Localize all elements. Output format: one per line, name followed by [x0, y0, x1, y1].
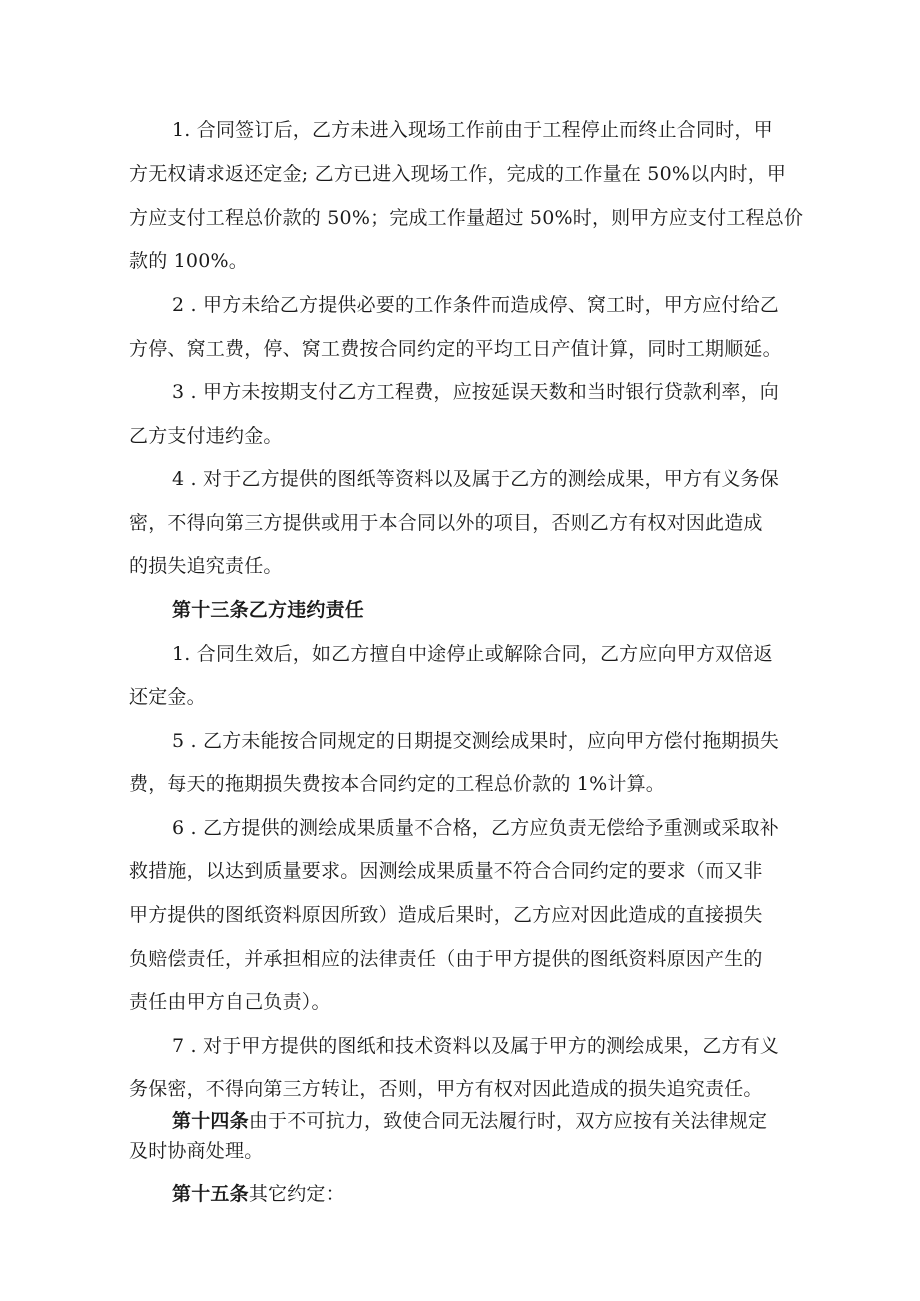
- paragraph-6-line-1: 5 . 乙方未能按合同规定的日期提交测绘成果时，应向甲方偿付拖期损失: [172, 730, 780, 752]
- paragraph-7-line-4: 负赔偿责任，并承担相应的法律责任（由于甲方提供的图纸资料原因产生的: [129, 948, 763, 970]
- paragraph-2-line-2: 方停、窝工费，停、窝工费按合同约定的平均工日产值计算，同时工期顺延。: [129, 338, 782, 360]
- paragraph-4-line-3: 的损失追究责任。: [129, 555, 283, 577]
- paragraph-7-line-1: 6 . 乙方提供的测绘成果质量不合格，乙方应负责无偿给予重测或采取补: [172, 817, 780, 839]
- paragraph-2-line-1: 2 . 甲方未给乙方提供必要的工作条件而造成停、窝工时，甲方应付给乙: [172, 294, 780, 316]
- paragraph-7-line-5: 责任由甲方自己负责）。: [129, 991, 331, 1013]
- article-15-text: 其它约定：: [248, 1183, 345, 1205]
- paragraph-4-line-1: 4 . 对于乙方提供的图纸等资料以及属于乙方的测绘成果，甲方有义务保: [172, 468, 780, 490]
- article-14-text: 由于不可抗力，致使合同无法履行时，双方应按有关法律规定: [248, 1110, 768, 1132]
- paragraph-1-line-4: 款的 100%。: [129, 250, 248, 272]
- paragraph-3-line-2: 乙方支付违约金。: [129, 425, 283, 447]
- article-15-line: [172, 1182, 345, 1206]
- paragraph-5-line-1: 1. 合同生效后，如乙方擅自中途停止或解除合同，乙方应向甲方双倍返: [172, 643, 773, 665]
- paragraph-7-line-2: 救措施，以达到质量要求。因测绘成果质量不符合合同约定的要求（而又非: [129, 860, 763, 882]
- paragraph-1-line-2: 方无权请求返还定金; 乙方已进入现场工作，完成的工作量在 50%以内时，甲: [129, 163, 787, 185]
- article-14-label: 第十四条: [172, 1110, 249, 1132]
- paragraph-3-line-1: 3 . 甲方未按期支付乙方工程费，应按延误天数和当时银行贷款利率，向: [172, 381, 780, 403]
- paragraph-1-line-1: 1. 合同签订后，乙方未进入现场工作前由于工程停止而终止合同时，甲: [172, 119, 773, 141]
- paragraph-5-line-2: 还定金。: [129, 686, 206, 708]
- article-13-heading: 第十三条乙方违约责任: [172, 599, 365, 621]
- paragraph-8-line-1: 7 . 对于甲方提供的图纸和技术资料以及属于甲方的测绘成果，乙方有义: [172, 1035, 780, 1057]
- article-14-line-2: 及时协商处理。: [129, 1140, 264, 1162]
- article-14-line-1: [172, 1109, 767, 1133]
- paragraph-1-line-3: 方应支付工程总价款的 50%；完成工作量超过 50%时，则甲方应支付工程总价: [129, 207, 804, 229]
- paragraph-7-line-3: 甲方提供的图纸资料原因所致）造成后果时，乙方应对因此造成的直接损失: [129, 904, 763, 926]
- paragraph-6-line-2: 费，每天的拖期损失费按本合同约定的工程总价款的 1%计算。: [129, 773, 665, 795]
- paragraph-4-line-2: 密，不得向第三方提供或用于本合同以外的项目，否则乙方有权对因此造成: [129, 512, 763, 534]
- paragraph-8-line-2: 务保密，不得向第三方转让，否则，甲方有权对因此造成的损失追究责任。: [129, 1078, 763, 1100]
- article-15-label: 第十五条: [172, 1183, 249, 1205]
